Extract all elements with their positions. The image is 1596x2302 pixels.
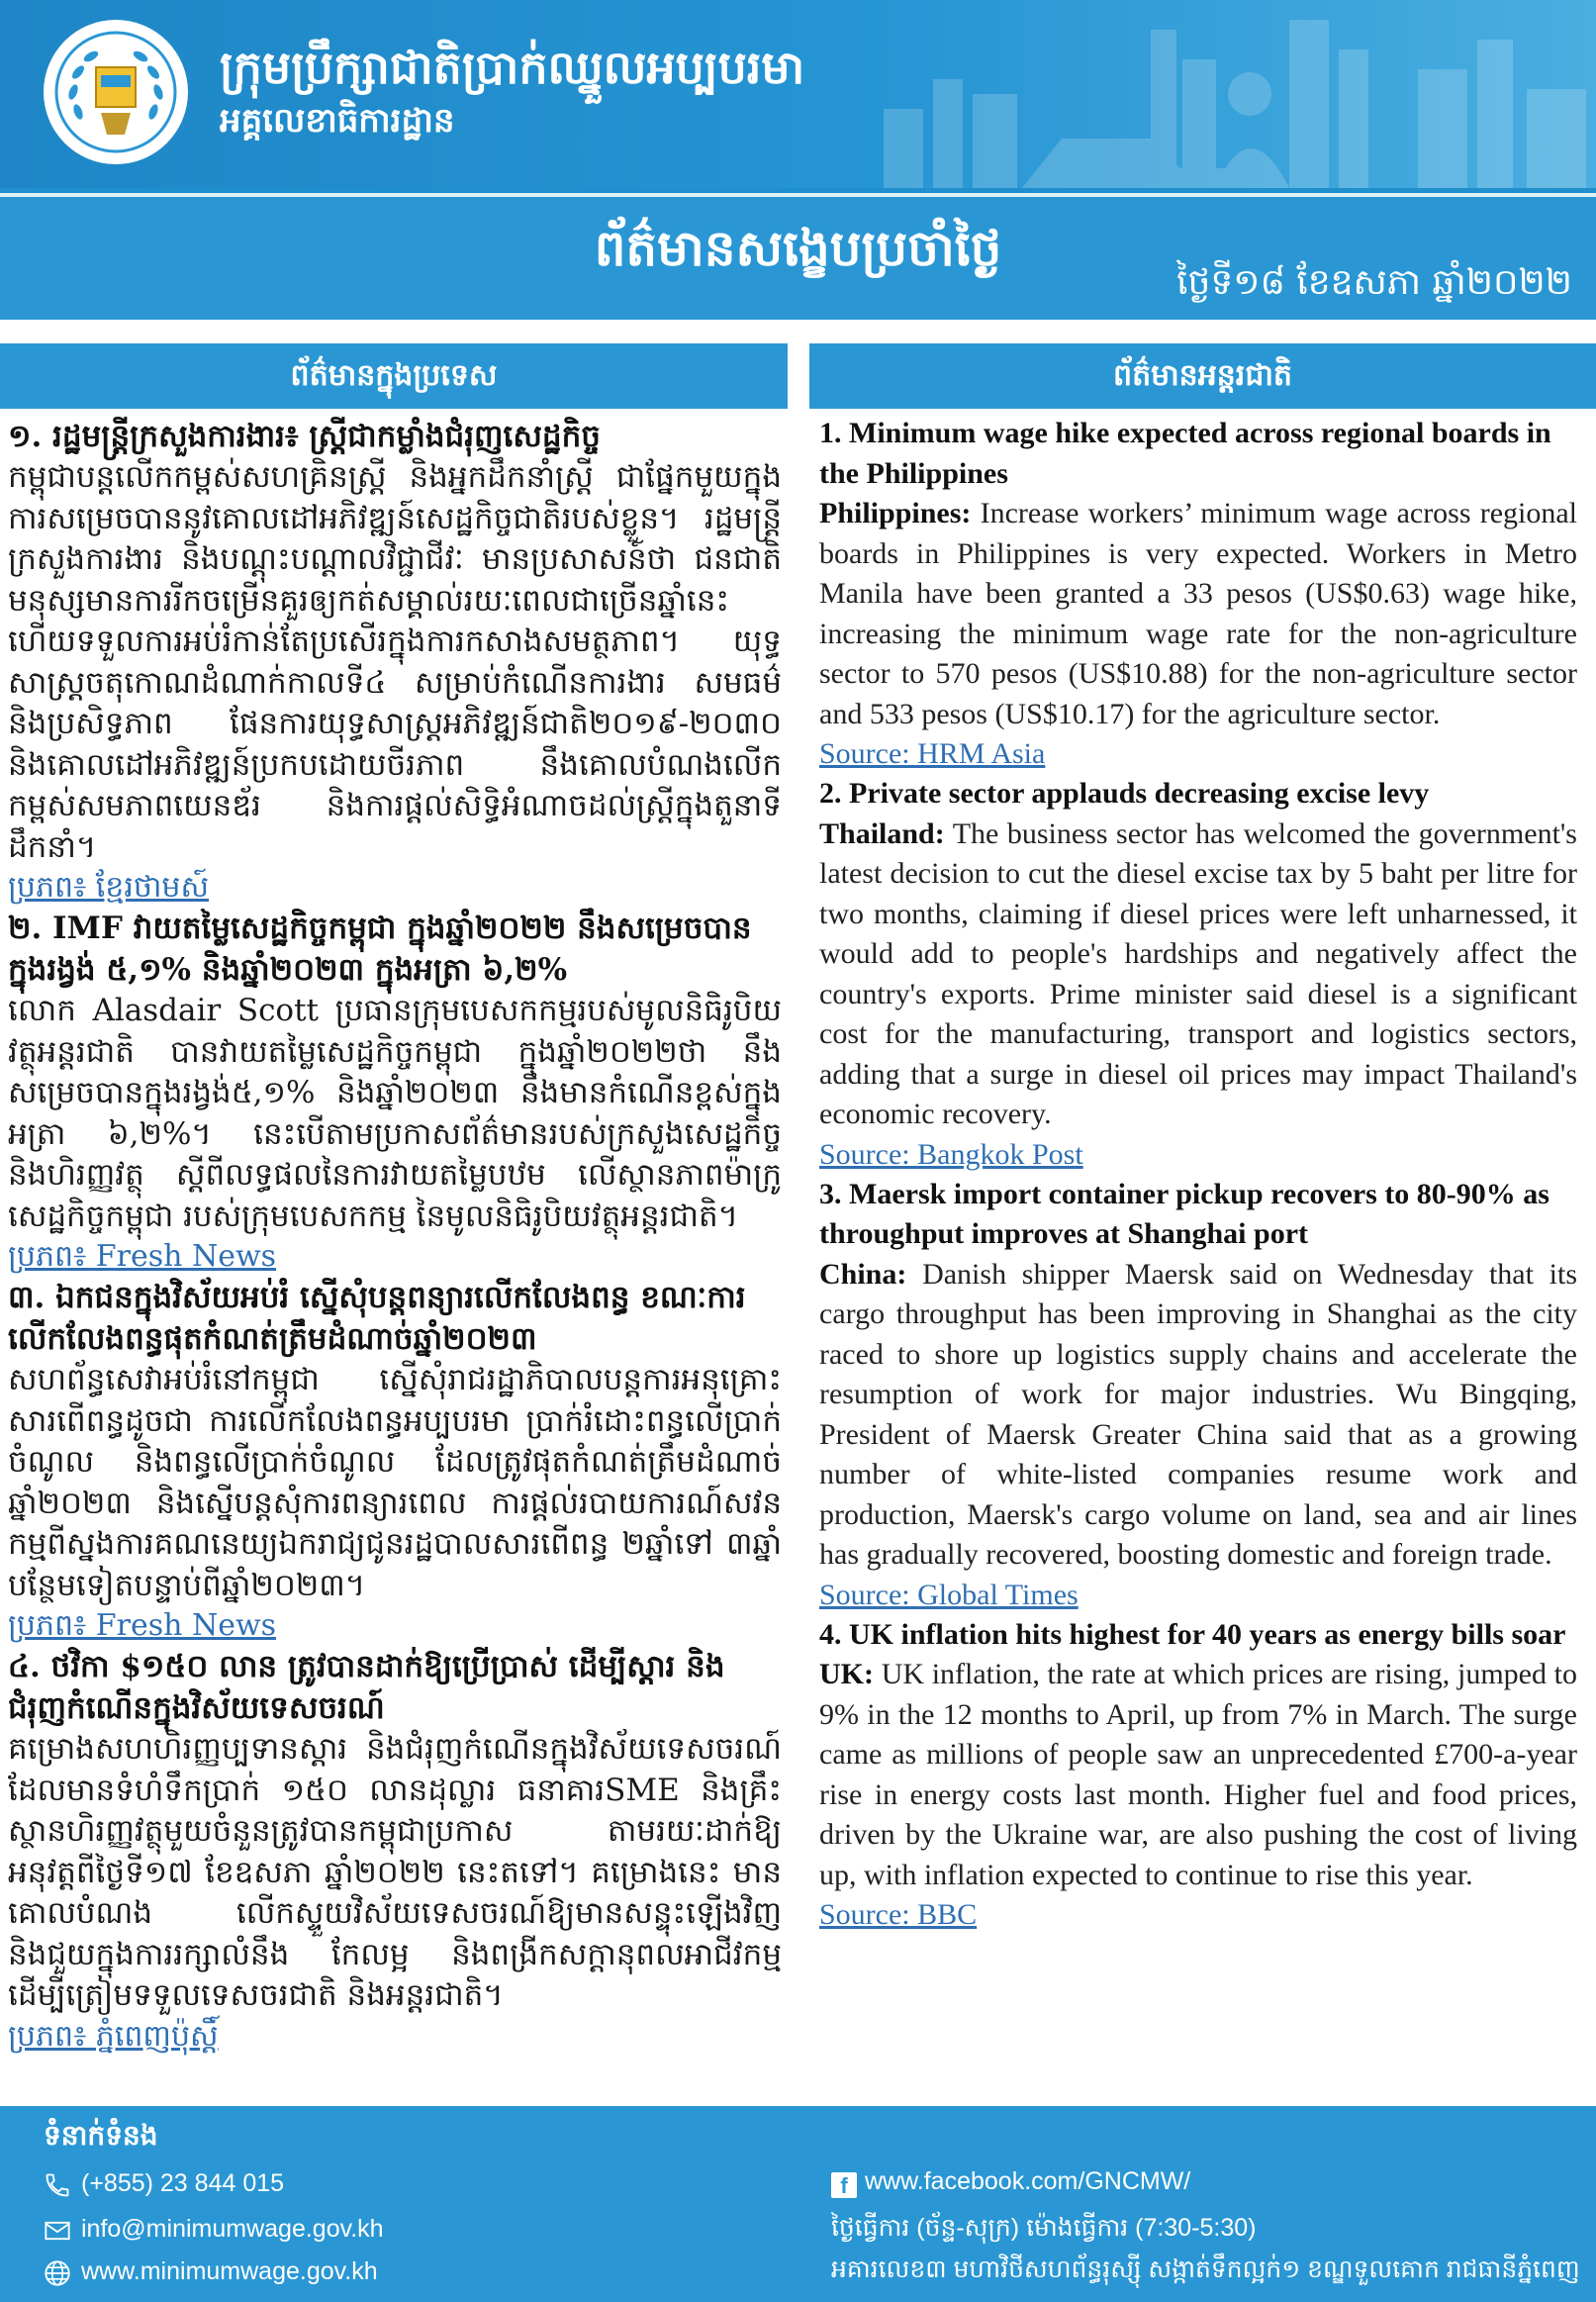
article-body: គម្រោងសហហិរញ្ញប្បទានស្ដារ និងជំរុញកំណើនក្នុងវិស័យទេសចរណ៍ ដែលមានទំហំទឹកប្រាក់ ១៥០ លានដុល្លារ ធនាគារSME និងគ្រឹះស្ថានហិរញ្ញវត្ថុមួយចំនួនត្រូវបានកម្ពុជាប្រកាស តាមរយៈដាក់ឱ្យអនុវត្តពីថ្ងៃទី១៧ ខែឧសភា ឆ្នាំ២០២២ នេះតទៅ។ គម្រោងនេះ មានគោលបំណង លើកស្ទួយវិស័យទេសចរណ៍ឱ្យមានសន្ទុះឡើងវិញ និងជួយក្នុងការរក្សាលំនឹង កែលម្អ និងពង្រីកសក្ដានុពលអាជីវកម្ម ដើម្បីត្រៀមទទួលទេសចរជាតិ និងអន្តរជាតិ។ <box>8 1731 782 2013</box>
email-address: info@minimumwage.gov.kh <box>81 2215 384 2243</box>
article-source-link[interactable]: Source: Global Times <box>819 1578 1079 1611</box>
article-text: Increase workers’ minimum wage across regional boards in Philippines is very expected. Workers in Metro Manila have been granted a 33 pesos (US$0.63) wage hike, increasing the minimum wage rate for the non-agriculture sector to 570 pesos (US$10.88) for the non-agriculture sector and 533 pesos (US$10.17) for the agriculture sector. <box>819 497 1577 730</box>
article-source-link[interactable]: ប្រភព៖ ខ្មែរថាមស៍ <box>8 870 210 905</box>
international-article <box>819 774 1577 1175</box>
article-title: 4. UK inflation hits highest for 40 years as energy bills soar <box>819 1617 1566 1651</box>
organization-subtitle: អគ្គលេខាធិការដ្ឋាន <box>220 101 455 141</box>
phone-contact[interactable] <box>44 2169 459 2203</box>
footer <box>0 2106 1596 2302</box>
organization-logo <box>42 18 190 166</box>
article-text: UK inflation, the rate at which prices are rising, jumped to 9% in the 12 months to April, up from 7% in March. The surge came as millions of people saw an unprecedented £700-a-year rise in energy costs last month. Higher fuel and food prices, driven by the Ukraine war, are also pushing the cost of living up, with inflation expected to continue to rise this year. <box>819 1658 1577 1891</box>
facebook-url: www.facebook.com/GNCMW/ <box>865 2167 1191 2195</box>
envelope-icon <box>44 2217 71 2245</box>
facebook-icon: f <box>831 2172 857 2198</box>
phone-number: (+855) 23 844 015 <box>81 2169 285 2197</box>
international-news-column <box>819 414 1577 2106</box>
domestic-news-heading: ព័ត៌មានក្នុងប្រទេស <box>0 343 788 409</box>
article-country: Thailand: <box>819 816 945 850</box>
organization-name: ក្រុមប្រឹក្សាជាតិប្រាក់ឈ្នួលអប្បបរមា <box>220 41 805 94</box>
article-title: ៣. ឯកជនក្នុងវិស័យអប់រំ ស្នើសុំបន្តពន្យារលើកលែងពន្ធ ខណៈការលើកលែងពន្ធផុតកំណត់ត្រឹមដំណាច់ឆ្នាំ២០២៣ <box>8 1280 746 1357</box>
article-source-link[interactable]: ប្រភព៖ ភ្នំពេញប៉ុស្តិ៍ <box>8 2018 219 2054</box>
article-text: The business sector has welcomed the government's latest decision to cut the diesel excise tax by 5 baht per litre for two months, claiming if diesel prices were left unharnessed, it would add to people's hardships and negatively affect the country's exports. Prime minister said diesel is a significant cost for the manufacturing, transport and logistics sectors, adding that a surge in diesel oil prices may impact Thailand's economic recovery. <box>819 816 1577 1130</box>
facebook-link[interactable] <box>831 2167 1190 2198</box>
article-body: លោក Alasdair Scott ប្រធានក្រុមបេសកកម្មរបស់មូលនិធិរូបិយវត្ថុអន្តរជាតិ បានវាយតម្លៃសេដ្ឋកិច្ចកម្ពុជា ក្នុងឆ្នាំ២០២២ថា នឹងសម្រេចបានក្នុងរង្វង់៥,១% និងឆ្នាំ២០២៣ នឹងមានកំណើនខ្ពស់ក្នុងអត្រា ៦,២%។ នេះបើតាមប្រកាសព័ត៌មានរបស់ក្រសួងសេដ្ឋកិច្ច និងហិរញ្ញវត្ថុ ស្ដីពីលទ្ធផលនៃការវាយតម្លៃបឋម លើស្ថានភាពម៉ាក្រូសេដ្ឋកិច្ចកម្ពុជា របស់ក្រុមបេសកកម្ម នៃមូលនិធិរូបិយវត្ថុអន្តរជាតិ។ <box>8 993 782 1234</box>
article-title: 3. Maersk import container pickup recovers to 80-90% as throughput improves at Shanghai port <box>819 1177 1549 1250</box>
divider <box>0 193 1596 197</box>
article-title: ២. IMF វាយតម្លៃសេដ្ឋកិច្ចកម្ពុជា ក្នុងឆ្នាំ២០២២ នឹងសម្រេចបានក្នុងរង្វង់ ៥,១% និងឆ្នាំ២០២៣ ក្នុងអត្រា ៦,២% <box>8 911 752 988</box>
article-source-link[interactable]: Source: Bangkok Post <box>819 1137 1083 1171</box>
article-source-link[interactable]: Source: HRM Asia <box>819 737 1046 770</box>
domestic-article <box>8 908 782 1277</box>
international-news-heading: ព័ត៌មានអន្តរជាតិ <box>809 343 1596 409</box>
domestic-news-column <box>8 416 782 2098</box>
article-text: Danish shipper Maersk said on Wednesday that its cargo throughput has been improving in Shanghai as the city raced to shore up logistics supply chains and accelerate the resumption of work for major industries. Wu Bingqing, President of Maersk Greater China said that as a growing number of white-listed companies resume work and production, Maersk's cargo volume on land, sea and air lines has gradually recovered, boosting domestic and foreign trade. <box>819 1257 1577 1571</box>
article-country: UK: <box>819 1658 874 1690</box>
globe-icon <box>44 2259 71 2287</box>
article-country: China: <box>819 1257 907 1291</box>
phone-icon <box>44 2171 71 2199</box>
article-title: 1. Minimum wage hike expected across regional boards in the Philippines <box>819 417 1551 490</box>
header <box>0 0 1596 193</box>
domestic-article <box>8 1646 782 2057</box>
article-body: សហព័ន្ធសេវាអប់រំនៅកម្ពុជា ស្នើសុំរាជរដ្ឋាភិបាលបន្តការអនុគ្រោះសារពើពន្ធដូចជា ការលើកលែងពន្ធអប្បបរមា ប្រាក់រំដោះពន្ធលើប្រាក់ចំណូល និងពន្ធលើប្រាក់ចំណូល ដែលត្រូវផុតកំណត់ត្រឹមដំណាច់ឆ្នាំ២០២៣ និងស្នើបន្តសុំការពន្យារពេល ការផ្ដល់របាយការណ៍សវនកម្មពីស្នងការគណនេយ្យឯករាជ្យជូនរដ្ឋបាលសារពើពន្ធ ២ឆ្នាំទៅ ៣ឆ្នាំបន្ថែមទៀតបន្ទាប់ពីឆ្នាំ២០២៣។ <box>8 1362 782 1603</box>
article-body <box>819 1255 1577 1576</box>
office-address: អគារលេខ៣ មហាវិថីសហព័ន្ធរុស្ស៊ី សង្កាត់ទឹកល្អក់១ ខណ្ឌទួលគោក រាជធានីភ្នំពេញ <box>831 2255 1580 2283</box>
article-source-link[interactable]: ប្រភព៖ Fresh News <box>8 1239 277 1274</box>
skyline-illustration <box>824 0 1596 188</box>
article-body <box>819 494 1577 734</box>
email-contact[interactable] <box>44 2215 459 2249</box>
contact-title: ទំនាក់ទំនង <box>44 2119 158 2152</box>
international-article <box>819 1615 1577 1936</box>
article-body <box>819 1655 1577 1895</box>
article-body: កម្ពុជាបន្តលើកកម្ពស់សហគ្រិនស្ត្រី និងអ្នកដឹកនាំស្ត្រី ជាផ្នែកមួយក្នុងការសម្រេចបាននូវគោលដៅអភិវឌ្ឍន៍សេដ្ឋកិច្ចជាតិរបស់ខ្លួន។ រដ្ឋមន្ត្រីក្រសួងការងារ និងបណ្ដុះបណ្ដាលវិជ្ជាជីវៈ មានប្រសាសន៍ថា ជនជាតិមនុស្សមានការរីកចម្រើនគួរឲ្យកត់សម្គាល់រយៈពេលជាច្រើនឆ្នាំនេះ ហើយទទួលការអប់រំកាន់តែប្រសើរក្នុងការកសាងសមត្ថភាព។ យុទ្ធសាស្ត្រចតុកោណដំណាក់កាលទី៤ សម្រាប់កំណើនការងារ សមធម៌ និងប្រសិទ្ធភាព ផែនការយុទ្ធសាស្ត្រអភិវឌ្ឍន៍ជាតិ២០១៩-២០៣០ និងគោលដៅអភិវឌ្ឍន៍ប្រកបដោយចីរភាព នឹងគោលបំណងលើកកម្ពស់សមភាពយេនឌ័រ និងការផ្ដល់សិទ្ធិអំណាចដល់ស្ត្រីក្នុងតួនាទីដឹកនាំ។ <box>8 459 782 865</box>
article-country: Philippines: <box>819 497 972 529</box>
international-article <box>819 1175 1577 1615</box>
article-title: 2. Private sector applauds decreasing excise levy <box>819 777 1430 810</box>
website-url: www.minimumwage.gov.kh <box>81 2257 378 2285</box>
article-source-link[interactable]: ប្រភព៖ Fresh News <box>8 1608 277 1643</box>
domestic-article <box>8 1277 782 1646</box>
working-hours: ថ្ងៃធ្វើការ (ច័ន្ទ-សុក្រ) ម៉ោងធ្វើការ (7:30-5:30) <box>831 2214 1257 2242</box>
bulletin-title: ព័ត៌មានសង្ខេបប្រចាំថ្ងៃ <box>594 219 1002 277</box>
website-contact[interactable] <box>44 2257 459 2291</box>
domestic-article <box>8 416 782 908</box>
article-title: ១. រដ្ឋមន្ត្រីក្រសួងការងារ៖ ស្ត្រីជាកម្លាំងជំរុញសេដ្ឋកិច្ច <box>8 419 601 454</box>
bulletin-date: ថ្ងៃទី១៨ ខែឧសភា ឆ្នាំ២០២២ <box>1176 262 1572 303</box>
article-source-link[interactable]: Source: BBC <box>819 1898 978 1931</box>
article-title: ៤. ថវិកា $១៥០ លាន ត្រូវបានដាក់ឱ្យប្រើប្រាស់ ដើម្បីស្ដារ និងជំរុញកំណើនក្នុងវិស័យទេសចរណ៍ <box>8 1649 725 1726</box>
article-body <box>819 815 1577 1135</box>
international-article <box>819 414 1577 774</box>
